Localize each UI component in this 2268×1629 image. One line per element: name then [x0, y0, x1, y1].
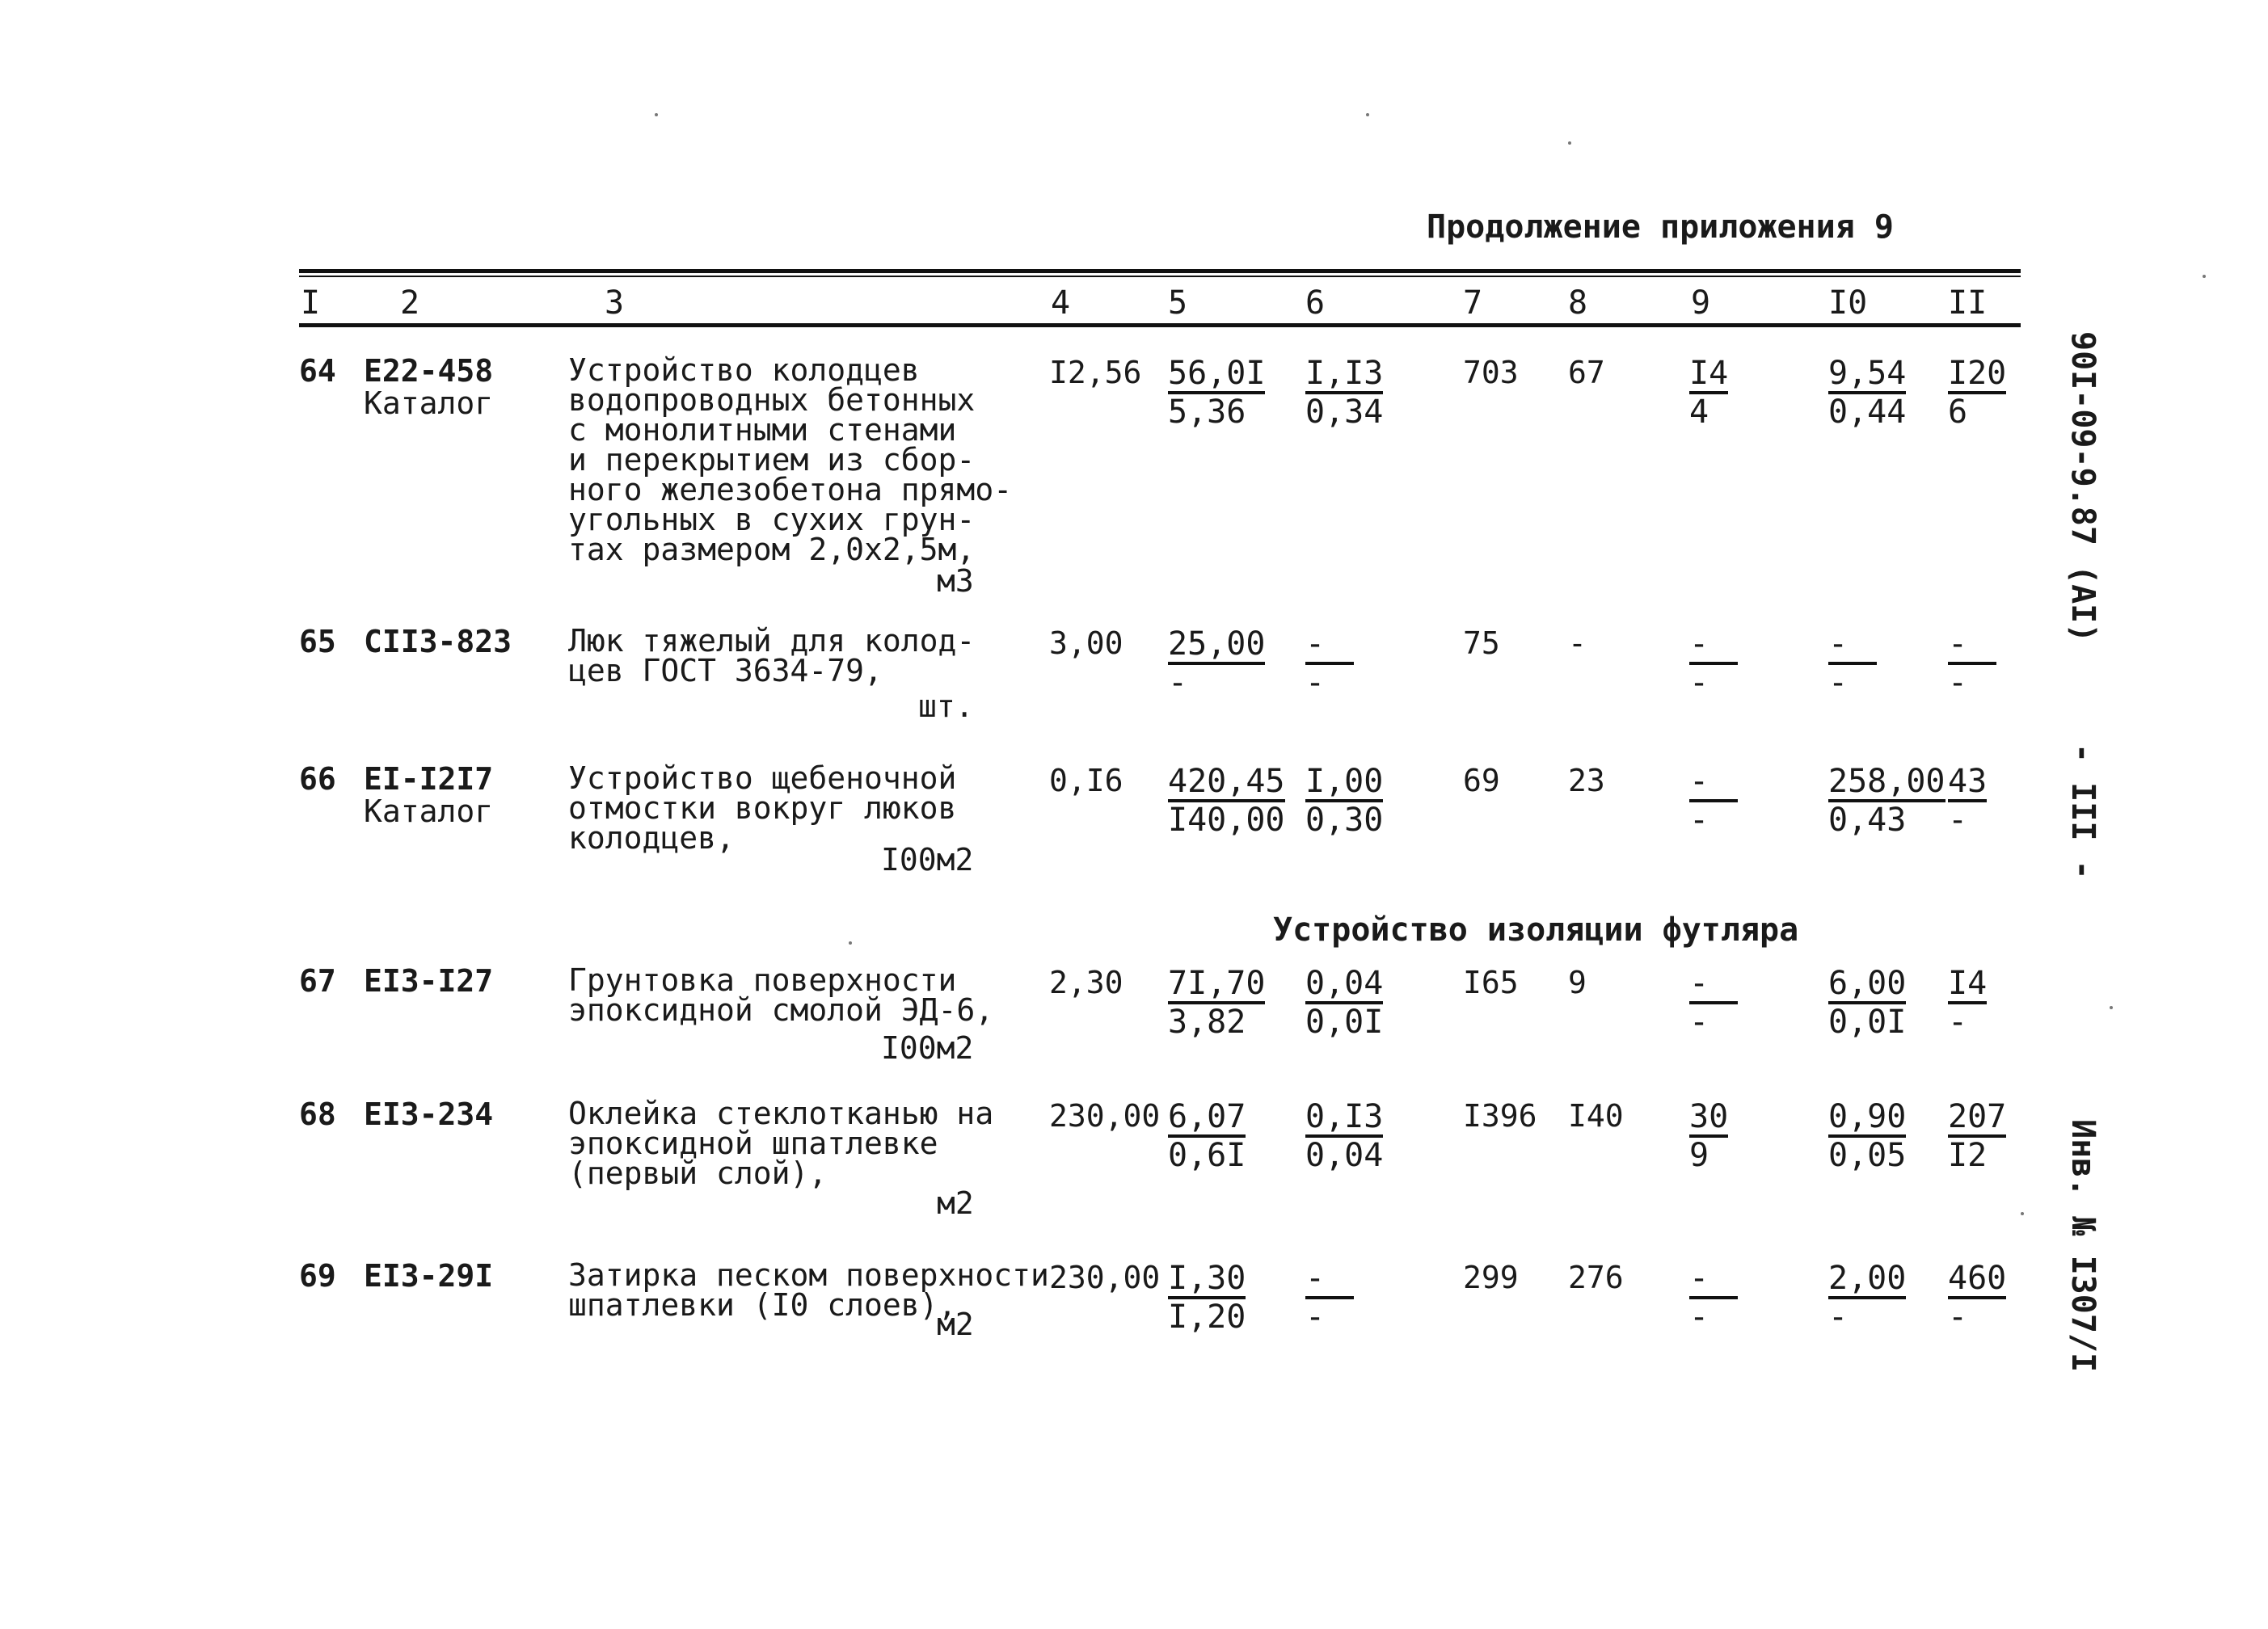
machine-cost: [1689, 625, 1738, 701]
column-header: I0: [1828, 284, 1868, 322]
machine-cost-numerator: -: [1689, 1262, 1738, 1299]
quantity: 230,00: [1049, 1260, 1161, 1295]
total-cost: 299: [1463, 1260, 1519, 1295]
total-wages: I40: [1568, 1098, 1624, 1134]
machine-cost-numerator: -: [1689, 765, 1738, 802]
unit-of-measure: м3: [937, 563, 974, 599]
unit-wages-numerator: I,00: [1305, 765, 1383, 802]
column-header: II: [1948, 284, 1988, 322]
total-wages: 23: [1568, 763, 1605, 798]
total-cost: I396: [1463, 1098, 1537, 1134]
unit-wages: [1305, 355, 1384, 431]
work-description-line: эпоксидной смолой ЭД-6,: [568, 992, 994, 1028]
unit-wages-denominator: 0,0I: [1305, 1004, 1384, 1041]
work-description-line: шпатлевки (I0 слоев),: [568, 1287, 957, 1323]
row-number: 64: [299, 353, 336, 389]
column-header: 5: [1168, 284, 1188, 322]
unit-of-measure: I00м2: [881, 842, 974, 878]
labor-hours-denominator: -: [1828, 664, 1849, 701]
unit-wages-denominator: 0,34: [1305, 394, 1384, 431]
unit-wages: [1305, 1260, 1354, 1336]
unit-cost-denominator: I,20: [1168, 1299, 1246, 1336]
unit-cost: [1168, 1260, 1246, 1336]
norm-code: СII3-823: [364, 624, 512, 659]
unit-wages-denominator: 0,04: [1305, 1137, 1384, 1174]
work-description-line: угольных в сухих грун-: [568, 502, 976, 537]
labor-hours-numerator: -: [1828, 628, 1877, 665]
unit-wages: [1305, 1098, 1384, 1174]
total-labor-numerator: 207: [1948, 1101, 2006, 1138]
total-labor: [1948, 763, 1988, 839]
unit-cost-numerator: 6,07: [1168, 1101, 1246, 1138]
norm-code: ЕI-I2I7: [364, 761, 494, 797]
unit-wages-denominator: -: [1305, 1299, 1326, 1336]
machine-cost-denominator: -: [1689, 802, 1709, 839]
work-description-line: Грунтовка поверхности: [568, 962, 957, 998]
total-labor: [1948, 1098, 2007, 1174]
scan-speck: [1568, 141, 1571, 145]
machine-cost-denominator: -: [1689, 1004, 1709, 1041]
row-number: 66: [299, 761, 336, 797]
work-description-line: эпоксидной шпатлевке: [568, 1126, 938, 1161]
labor-hours-numerator: 9,54: [1828, 357, 1906, 394]
total-labor-numerator: -: [1948, 628, 1996, 665]
norm-code: Е22-458: [364, 353, 494, 389]
total-wages: 9: [1568, 965, 1587, 1000]
row-number: 69: [299, 1258, 336, 1294]
labor-hours-denominator: 0,05: [1828, 1137, 1907, 1174]
unit-cost-denominator: 3,82: [1168, 1004, 1246, 1041]
machine-cost: [1689, 355, 1729, 431]
total-cost: 703: [1463, 355, 1519, 390]
unit-cost-numerator: 420,45: [1168, 765, 1285, 802]
total-labor-denominator: -: [1948, 802, 1968, 839]
work-description-line: Люк тяжелый для колод-: [568, 623, 976, 659]
total-labor-denominator: -: [1948, 1299, 1968, 1336]
total-labor: [1948, 355, 2007, 431]
total-labor-numerator: I20: [1948, 357, 2006, 394]
quantity: 2,30: [1049, 965, 1123, 1000]
work-description-line: колодцев,: [568, 820, 735, 856]
header-top-rule: [299, 269, 2021, 273]
unit-of-measure: м2: [937, 1185, 974, 1221]
machine-cost-denominator: 4: [1689, 394, 1709, 431]
work-description-line: цев ГОСТ 3634-79,: [568, 653, 883, 688]
norm-code: ЕI3-29I: [364, 1258, 494, 1294]
unit-cost-numerator: 7I,70: [1168, 967, 1265, 1004]
total-labor-denominator: I2: [1948, 1137, 1988, 1174]
row-number: 68: [299, 1097, 336, 1132]
total-labor: [1948, 1260, 2007, 1336]
work-description-line: и перекрытием из сбор-: [568, 442, 976, 478]
total-labor-denominator: -: [1948, 664, 1968, 701]
scan-speck: [2203, 275, 2206, 278]
section-heading: Устройство изоляции футляра: [1273, 911, 1799, 949]
total-cost: 75: [1463, 625, 1500, 661]
unit-wages-numerator: I,I3: [1305, 357, 1383, 394]
column-header: 2: [400, 284, 420, 322]
unit-wages-denominator: -: [1305, 664, 1326, 701]
total-cost: I65: [1463, 965, 1519, 1000]
unit-wages-numerator: -: [1305, 1262, 1354, 1299]
norm-source: Каталог: [364, 793, 494, 829]
column-header: 7: [1463, 284, 1483, 322]
unit-wages-numerator: 0,I3: [1305, 1101, 1383, 1138]
unit-cost-numerator: 56,0I: [1168, 357, 1265, 394]
unit-of-measure: шт.: [918, 688, 974, 724]
work-description-line: водопроводных бетонных: [568, 382, 976, 418]
unit-cost-numerator: 25,00: [1168, 628, 1265, 665]
scan-speck: [2021, 1212, 2024, 1215]
norm-code: ЕI3-I27: [364, 963, 494, 999]
total-labor-numerator: 43: [1948, 765, 1987, 802]
unit-cost: [1168, 1098, 1246, 1174]
unit-cost-denominator: 0,6I: [1168, 1137, 1246, 1174]
work-description-line: Затирка песком поверхности: [568, 1257, 1049, 1293]
total-labor-numerator: 460: [1948, 1262, 2006, 1299]
header-top-rule-2: [299, 276, 2021, 277]
column-header: I: [301, 284, 321, 322]
unit-cost: [1168, 763, 1285, 839]
work-description-line: Оклейка стеклотканью на: [568, 1096, 994, 1131]
labor-hours-denominator: 0,0I: [1828, 1004, 1907, 1041]
row-number: 67: [299, 963, 336, 999]
unit-wages: [1305, 763, 1384, 839]
unit-wages: [1305, 625, 1354, 701]
work-description-line: (первый слой),: [568, 1155, 828, 1191]
unit-wages-denominator: 0,30: [1305, 802, 1384, 839]
work-description-line: с монолитными стенами: [568, 412, 957, 448]
machine-cost: [1689, 763, 1738, 839]
column-header: 3: [605, 284, 625, 322]
unit-cost: [1168, 965, 1266, 1041]
unit-cost-denominator: -: [1168, 664, 1188, 701]
labor-hours-denominator: 0,44: [1828, 394, 1907, 431]
total-labor-denominator: -: [1948, 1004, 1968, 1041]
unit-cost: [1168, 355, 1266, 431]
work-description-line: тах размером 2,0х2,5м,: [568, 532, 976, 567]
page-title: Продолжение приложения 9: [1427, 208, 1894, 246]
quantity: I2,56: [1049, 355, 1142, 390]
scan-speck: [2110, 1006, 2113, 1009]
machine-cost-numerator: -: [1689, 628, 1738, 665]
quantity: 0,I6: [1049, 763, 1123, 798]
machine-cost-denominator: -: [1689, 1299, 1709, 1336]
unit-of-measure: м2: [937, 1307, 974, 1342]
quantity: 3,00: [1049, 625, 1123, 661]
column-header: 6: [1305, 284, 1326, 322]
machine-cost: [1689, 965, 1738, 1041]
machine-cost-numerator: -: [1689, 967, 1738, 1004]
quantity: 230,00: [1049, 1098, 1161, 1134]
work-description-line: отмостки вокруг люков: [568, 790, 957, 826]
machine-cost-numerator: 30: [1689, 1101, 1728, 1138]
total-labor: [1948, 625, 1996, 701]
machine-cost-denominator: 9: [1689, 1137, 1709, 1174]
total-wages: 67: [1568, 355, 1605, 390]
unit-wages-numerator: -: [1305, 628, 1354, 665]
unit-cost-denominator: I40,00: [1168, 802, 1285, 839]
labor-hours-numerator: 6,00: [1828, 967, 1906, 1004]
machine-cost: [1689, 1260, 1738, 1336]
machine-cost-numerator: I4: [1689, 357, 1728, 394]
labor-hours: [1828, 1098, 1907, 1174]
labor-hours: [1828, 625, 1877, 701]
machine-cost-denominator: -: [1689, 664, 1709, 701]
column-header: 8: [1568, 284, 1588, 322]
unit-wages-numerator: 0,04: [1305, 967, 1383, 1004]
row-number: 65: [299, 624, 336, 659]
machine-cost: [1689, 1098, 1729, 1174]
header-bottom-rule: [299, 323, 2021, 327]
total-labor: [1948, 965, 1988, 1041]
scan-speck: [1366, 113, 1369, 116]
labor-hours-numerator: 0,90: [1828, 1101, 1906, 1138]
total-labor-denominator: 6: [1948, 394, 1968, 431]
labor-hours-denominator: 0,43: [1828, 802, 1907, 839]
labor-hours: [1828, 355, 1907, 431]
side-document-code: 90I-09-9.87 (АI): [2064, 331, 2101, 643]
norm-source: Каталог: [364, 385, 494, 421]
column-header: 9: [1691, 284, 1711, 322]
column-header: 4: [1051, 284, 1071, 322]
labor-hours: [1828, 1260, 1907, 1336]
total-cost: 69: [1463, 763, 1500, 798]
total-labor-numerator: I4: [1948, 967, 1987, 1004]
labor-hours: [1828, 763, 1946, 839]
unit-wages: [1305, 965, 1384, 1041]
unit-cost-denominator: 5,36: [1168, 394, 1246, 431]
scan-speck: [849, 941, 852, 945]
work-description-line: Устройство щебеночной: [568, 760, 957, 796]
work-description-line: ного железобетона прямо-: [568, 472, 1013, 507]
work-description-line: Устройство колодцев: [568, 352, 920, 388]
norm-code: ЕI3-234: [364, 1097, 494, 1132]
unit-cost-numerator: I,30: [1168, 1262, 1246, 1299]
labor-hours-numerator: 2,00: [1828, 1262, 1906, 1299]
total-wages: -: [1568, 625, 1587, 661]
labor-hours-denominator: -: [1828, 1299, 1849, 1336]
scan-speck: [655, 113, 658, 116]
unit-of-measure: I00м2: [881, 1030, 974, 1066]
labor-hours: [1828, 965, 1907, 1041]
unit-cost: [1168, 625, 1266, 701]
labor-hours-numerator: 258,00: [1828, 765, 1946, 802]
total-wages: 276: [1568, 1260, 1624, 1295]
side-page-number: - III -: [2064, 743, 2101, 880]
side-inventory-number: Инв. № I307/I: [2064, 1119, 2101, 1373]
